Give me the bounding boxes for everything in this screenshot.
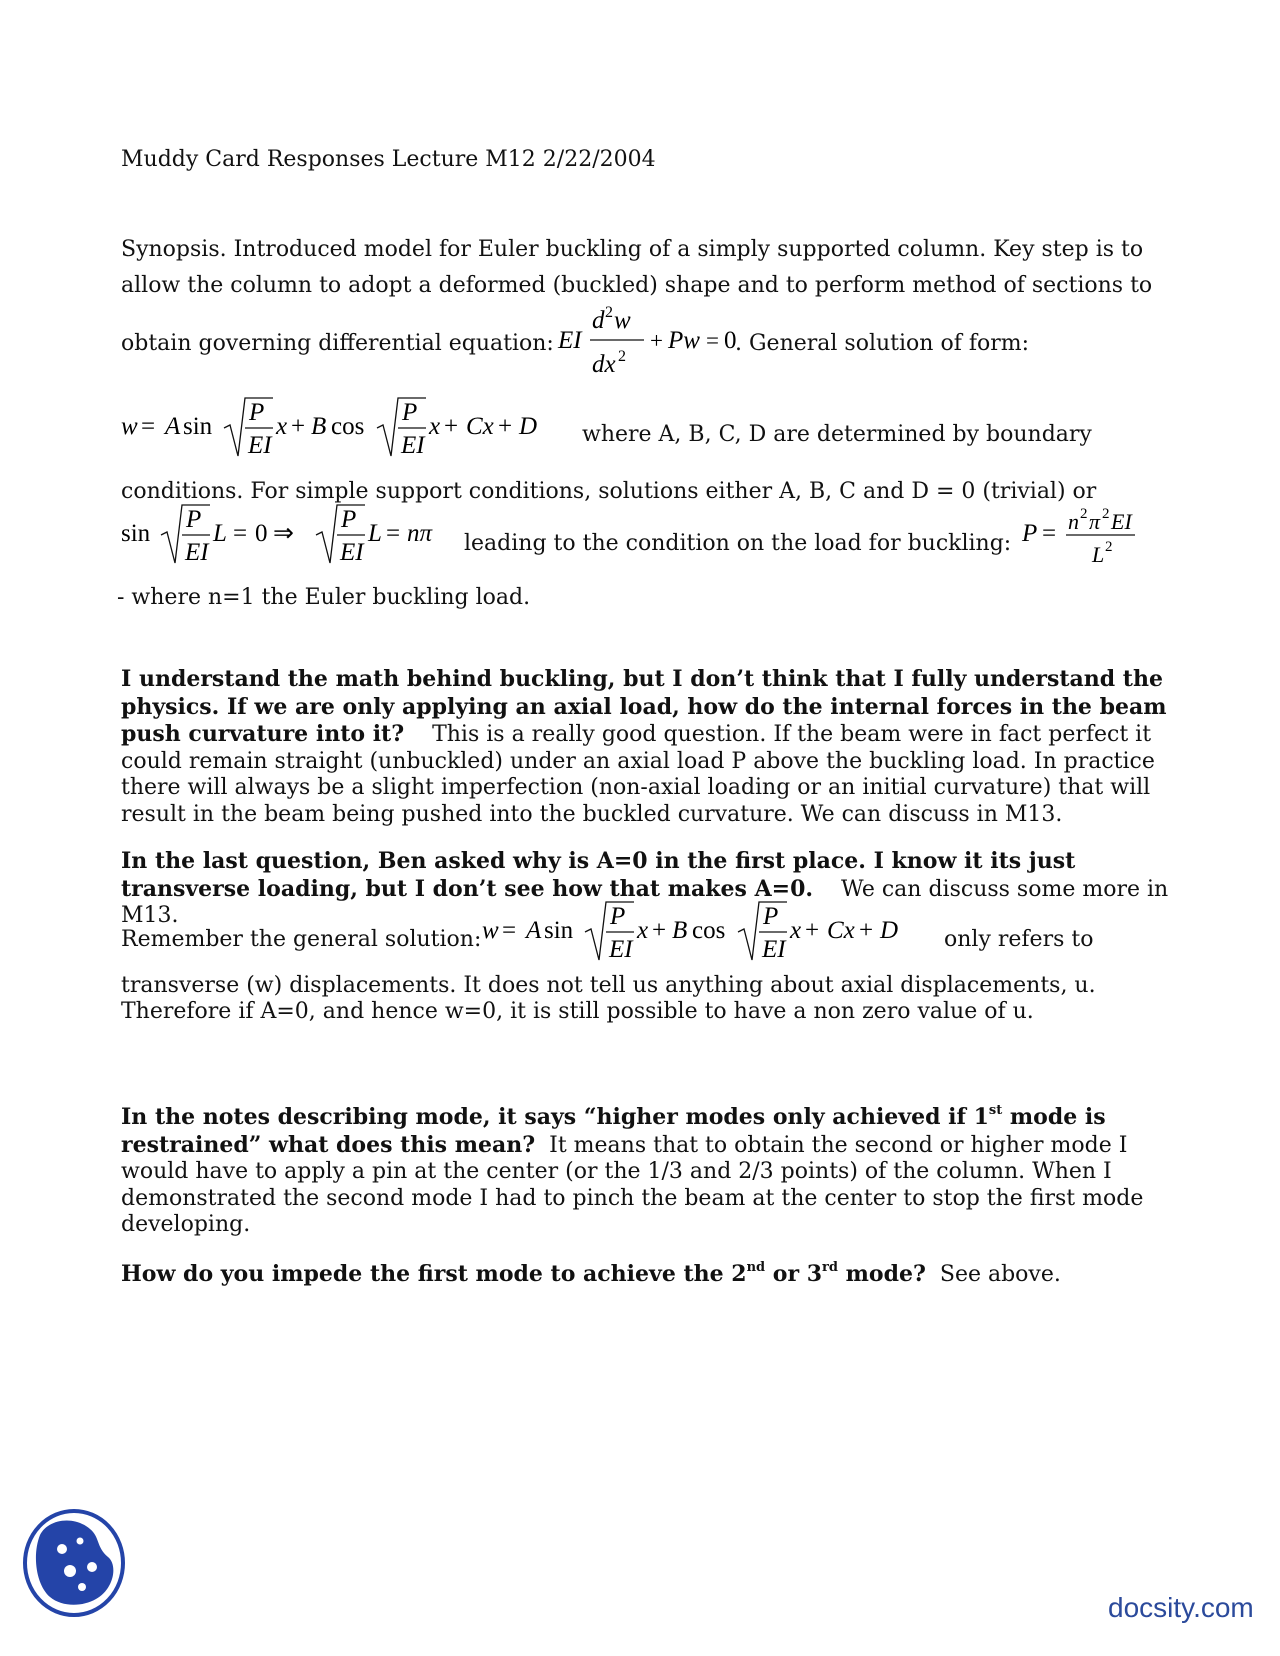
svg-text:=: = <box>141 413 156 440</box>
svg-text:2: 2 <box>1080 506 1088 522</box>
svg-text:B: B <box>311 413 327 440</box>
svg-text:w: w <box>614 307 631 334</box>
synopsis-line-1: Synopsis. Introduced model for Euler buckling of a simply supported column. Key step is to <box>121 237 1144 262</box>
svg-text:+: + <box>650 328 663 353</box>
svg-text:=: = <box>1042 520 1057 547</box>
qa-4-question: How do you impede the first mode to achieve the 2nd or 3rd mode? <box>121 1260 926 1287</box>
qa-4 <box>121 1261 1171 1289</box>
docsity-brand-link[interactable]: docsity.com <box>1108 1592 1254 1623</box>
svg-text:=: = <box>386 520 401 547</box>
svg-text:sin: sin <box>121 520 151 547</box>
svg-text:Cx: Cx <box>466 413 494 440</box>
svg-text:B: B <box>672 917 688 944</box>
svg-text:cos: cos <box>331 413 365 440</box>
svg-text:L: L <box>1092 542 1105 567</box>
svg-text:EI: EI <box>340 539 364 566</box>
svg-text:+: + <box>859 917 874 944</box>
svg-text:=: = <box>233 520 248 547</box>
svg-text:=: = <box>502 917 517 944</box>
general-solution-2-svg <box>482 902 942 972</box>
svg-text:nπ: nπ <box>407 520 433 547</box>
general-solution-svg <box>121 398 581 468</box>
synopsis-line-6-mid: leading to the condition on the load for buckling: <box>464 531 1012 556</box>
svg-text:EI: EI <box>401 432 425 459</box>
qa-3 <box>121 1104 1171 1239</box>
svg-text:+: + <box>444 413 459 440</box>
svg-text:⇒: ⇒ <box>273 520 294 547</box>
svg-text:A: A <box>526 917 542 944</box>
svg-text:2: 2 <box>1102 506 1110 522</box>
buckling-condition-equation <box>121 505 461 579</box>
qa-2-question: In the last question, Ben asked why is A=0 in the first place. I know it its just transverse loading, but I don’t see how that makes A=0. <box>121 848 1076 902</box>
svg-text:D: D <box>519 413 538 440</box>
svg-text:EI: EI <box>248 432 272 459</box>
synopsis-line-3-suffix: . General solution of form: <box>735 331 1030 356</box>
svg-text:sin: sin <box>183 413 213 440</box>
svg-text:P: P <box>249 399 265 426</box>
qa-2-after-1: transverse (w) displacements. It does not tell us anything about axial displacements, u. <box>121 973 1096 998</box>
svg-text:x: x <box>790 917 802 944</box>
qa-2-after-2: Therefore if A=0, and hence w=0, it is still possible to have a non zero value of u. <box>121 999 1034 1024</box>
svg-text:x: x <box>429 413 441 440</box>
svg-text:cos: cos <box>692 917 726 944</box>
svg-text:EI: EI <box>609 936 633 963</box>
page-title: Muddy Card Responses Lecture M12 2/22/2004 <box>121 147 656 172</box>
qa-1-answer: This is a really good question. If the beam were in fact perfect it could remain straight (unbuckled) under an axial load P above the buckling load. In practice there will always be a slight imperfection (non-axial loading or an initial curvature) that will result in the beam being pushed into the buckled curvature. We can discuss in M13. <box>121 722 1155 827</box>
svg-text:dx: dx <box>592 351 616 378</box>
buckling-condition-svg <box>121 505 461 575</box>
synopsis-line-4-suffix: where A, B, C, D are determined by boundary <box>582 422 1092 447</box>
svg-text:Pw: Pw <box>668 327 700 354</box>
svg-text:2: 2 <box>605 304 613 321</box>
svg-text:L: L <box>213 520 227 547</box>
synopsis-line-7: - where n=1 the Euler buckling load. <box>117 585 531 610</box>
svg-text:d: d <box>592 307 605 334</box>
synopsis-line-5: conditions. For simple support conditions, solutions either A, B, C and D = 0 (trivial) or <box>121 479 1097 504</box>
qa-3-question: In the notes describing mode, it says “higher modes only achieved if 1st mode is restrained” what does this mean? <box>121 1103 1106 1158</box>
svg-text:P: P <box>763 903 779 930</box>
general-solution-equation <box>121 398 581 472</box>
svg-text:w: w <box>121 413 138 440</box>
svg-text:P: P <box>341 506 357 533</box>
synopsis-line-3-prefix: obtain governing differential equation: <box>121 331 554 356</box>
svg-text:0: 0 <box>724 327 737 354</box>
svg-text:+: + <box>498 413 513 440</box>
docsity-logo-icon[interactable] <box>22 1507 130 1619</box>
qa-3-answer: It means that to obtain the second or higher mode I would have to apply a pin at the center (or the 1/3 and 2/3 points) of the column. When I demonstrated the second mode I had to pinch the beam at the center to stop the first mode developing. <box>121 1132 1144 1237</box>
svg-text:0: 0 <box>255 520 268 547</box>
svg-text:n: n <box>1068 509 1079 534</box>
svg-text:P: P <box>1022 520 1038 547</box>
svg-text:P: P <box>186 506 202 533</box>
svg-text:+: + <box>652 917 667 944</box>
svg-text:x: x <box>276 413 288 440</box>
svg-text:π: π <box>1089 509 1101 534</box>
svg-text:L: L <box>368 520 382 547</box>
qa-1-question: I understand the math behind buckling, but I don’t think that I fully understand the physics. If we are only applying an axial load, how do the internal forces in the beam push curvature into it? <box>121 666 1167 747</box>
svg-text:=: = <box>706 328 719 353</box>
svg-text:2: 2 <box>1105 539 1113 555</box>
qa-1 <box>121 666 1171 828</box>
svg-text:+: + <box>805 917 820 944</box>
qa-2-answer: We can discuss some more in M13. <box>121 876 1169 928</box>
svg-text:A: A <box>165 413 181 440</box>
svg-text:w: w <box>482 917 499 944</box>
qa-2-eq-suffix: only refers to <box>944 927 1094 952</box>
svg-text:D: D <box>880 917 899 944</box>
qa-2-eq-prefix: Remember the general solution: <box>121 927 482 952</box>
synopsis-line-2: allow the column to adopt a deformed (buckled) shape and to perform method of sections to <box>121 273 1153 298</box>
governing-equation <box>558 300 758 394</box>
svg-text:P: P <box>610 903 626 930</box>
svg-text:EI: EI <box>558 327 582 354</box>
governing-equation-svg <box>558 300 758 390</box>
svg-text:Cx: Cx <box>827 917 855 944</box>
svg-text:P: P <box>402 399 418 426</box>
svg-text:EI: EI <box>185 539 209 566</box>
svg-text:sin: sin <box>544 917 574 944</box>
svg-text:EI: EI <box>1111 509 1132 534</box>
qa-4-answer: See above. <box>939 1262 1061 1287</box>
svg-text:2: 2 <box>618 348 626 365</box>
svg-text:+: + <box>291 413 306 440</box>
euler-load-equation <box>1022 505 1162 579</box>
euler-load-svg <box>1022 505 1162 575</box>
svg-text:EI: EI <box>762 936 786 963</box>
general-solution-equation-2 <box>482 902 942 976</box>
svg-text:x: x <box>637 917 649 944</box>
